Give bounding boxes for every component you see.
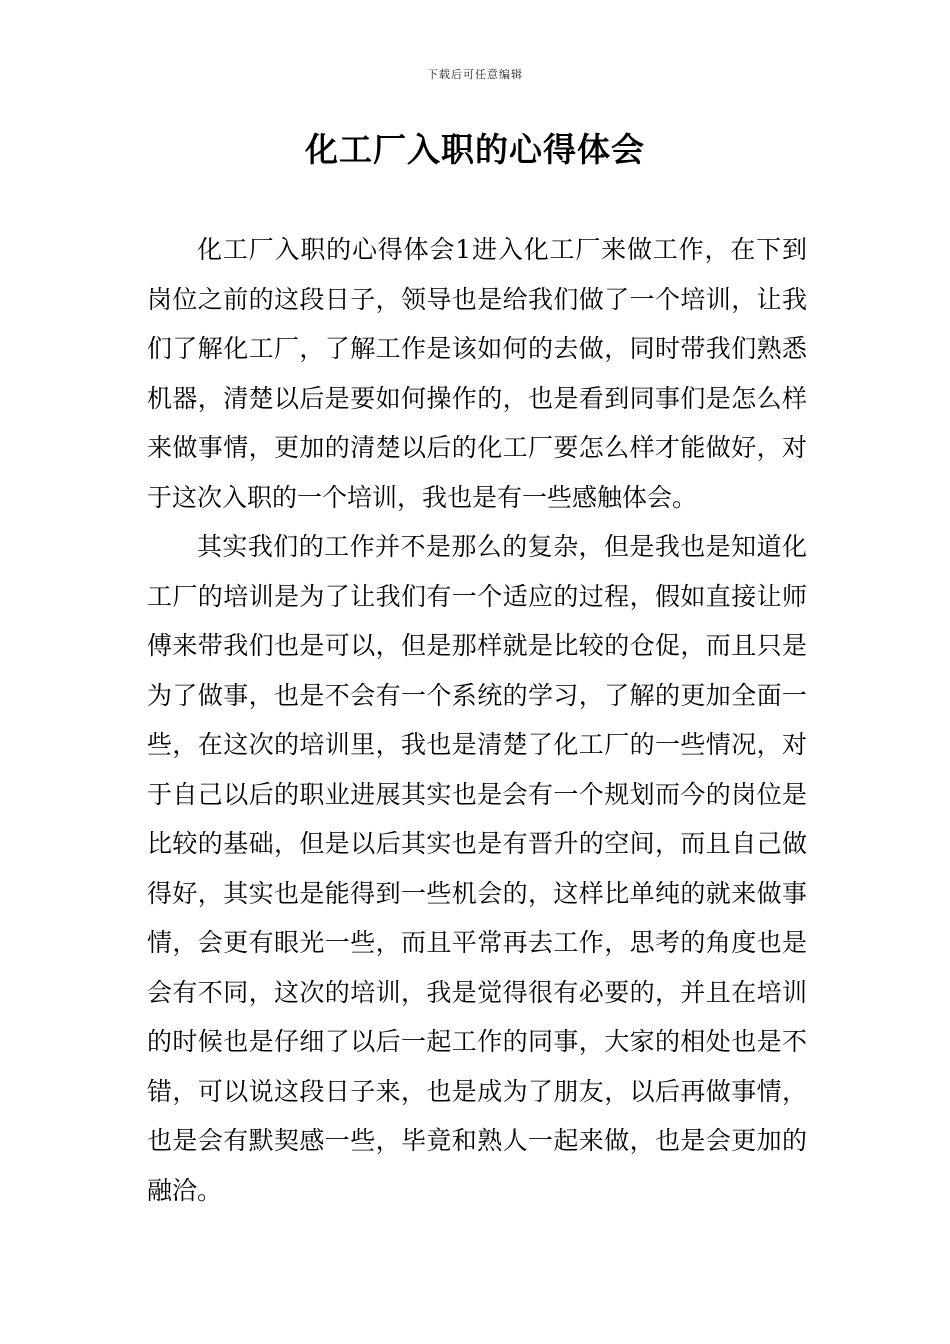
paragraph-1: 化工厂入职的心得体会1进入化工厂来做工作，在下到岗位之前的这段日子，领导也是给我们做了一个培训，让我们了解化工厂，了解工作是该如何的去做，同时带我们熟悉机器，清楚以后是要如何操作的，也是看到同事们是怎么样来做事情，更加的清楚以后的化工厂要怎么样才能做好，对于这次入职的一个培训，我也是有一些感触体会。 bbox=[147, 235, 807, 512]
header-note: 下载后可任意编辑 bbox=[427, 68, 523, 81]
paragraph-2: 其实我们的工作并不是那么的复杂，但是我也是知道化工厂的培训是为了让我们有一个适应的过程，假如直接让师傅来带我们也是可以，但是那样就是比较的仓促，而且只是为了做事，也是不会有一个系统的学习，了解的更加全面一些，在这次的培训里，我也是清楚了化工厂的一些情况，对于自己以后的职业进展其实也是会有一个规划而今的岗位是比较的基础，但是以后其实也是有晋升的空间，而且自己做得好，其实也是能得到一些机会的，这样比单纯的就来做事情，会更有眼光一些，而且平常再去工作，思考的角度也是会有不同，这次的培训，我是觉得很有必要的，并且在培训的时候也是仔细了以后一起工作的同事，大家的相处也是不错，可以说这段日子来，也是成为了朋友，以后再做事情，也是会有默契感一些，毕竟和熟人一起来做，也是会更加的融洽。 bbox=[147, 532, 807, 1205]
document-body bbox=[147, 225, 807, 1215]
document-title: 化工厂入职的心得体会 bbox=[305, 130, 645, 169]
